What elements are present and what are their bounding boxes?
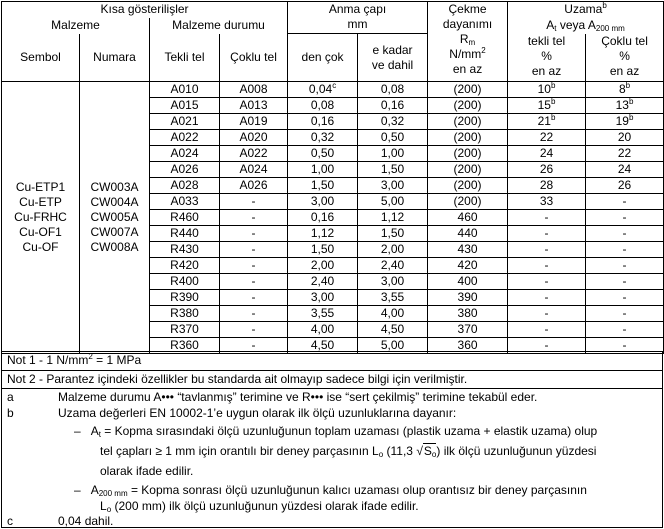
cell-uzama-tekli: - — [508, 226, 586, 242]
header-malzeme-durumu: Malzeme durumu — [150, 18, 288, 34]
header-anma-capi — [288, 2, 428, 34]
cell-cekme: (200) — [428, 194, 508, 210]
cell-coklu-tel: - — [220, 194, 288, 210]
cell-coklu-tel: A020 — [220, 130, 288, 146]
table-row — [2, 82, 664, 98]
header-coklu-tel: Çoklu tel — [220, 34, 288, 82]
cell-coklu-tel: - — [220, 242, 288, 258]
cell-uzama-coklu: - — [586, 258, 664, 274]
cell-coklu-tel: A013 — [220, 98, 288, 114]
cell-e-kadar: 0,16 — [358, 98, 428, 114]
number-text: CW007A — [90, 225, 139, 239]
cell-coklu-tel: - — [220, 338, 288, 354]
cell-den-cok: 1,00 — [288, 162, 358, 178]
cell-tekli-tel: A033 — [150, 194, 220, 210]
symbol-text: Cu-OF — [22, 240, 59, 254]
cell-tekli-tel: A010 — [150, 82, 220, 98]
cell-uzama-coklu: 26 — [586, 178, 664, 194]
header-numara: Numara — [80, 34, 150, 82]
cell-den-cok: 0,50 — [288, 146, 358, 162]
cell-e-kadar: 1,50 — [358, 226, 428, 242]
cell-den-cok: 1,50 — [288, 178, 358, 194]
cell-cekme: 440 — [428, 226, 508, 242]
cell-den-cok: 0,16 — [288, 210, 358, 226]
note-2: Not 2 - Parantez içindeki özellikler bu standarda ait olmayıp sadece bilgi için verilmiştir. — [7, 372, 468, 386]
cell-uzama-tekli: - — [508, 322, 586, 338]
cell-e-kadar: 0,08 — [358, 82, 428, 98]
cell-uzama-tekli: 24 — [508, 146, 586, 162]
cell-e-kadar: 0,32 — [358, 114, 428, 130]
cell-coklu-tel: - — [220, 306, 288, 322]
cell-uzama-tekli: - — [508, 306, 586, 322]
cell-cekme: (200) — [428, 146, 508, 162]
cell-tekli-tel: R420 — [150, 258, 220, 274]
cell-e-kadar: 2,00 — [358, 242, 428, 258]
cell-den-cok: 4,00 — [288, 322, 358, 338]
note-divider — [2, 370, 662, 371]
cell-tekli-tel: R380 — [150, 306, 220, 322]
cell-e-kadar: 2,40 — [358, 258, 428, 274]
cell-e-kadar: 4,00 — [358, 306, 428, 322]
cell-uzama-tekli: 10$^b$ — [508, 82, 586, 98]
cell-cekme: 400 — [428, 274, 508, 290]
footnote-b1-line2: tel çapları ≥ 1 mm için orantılı bir deney parçasının $L_o$ (11,3 $√S_o$) ilk ölçü uzunluğunun yüzdesi — [100, 444, 597, 459]
material-table — [1, 1, 664, 354]
cell-tekli-tel: A028 — [150, 178, 220, 194]
footnote-b2-line1: – $A_{200 mm}$ = Kopma sonrası ölçü uzunluğunun kalıcı uzaması olup orantısız bir deney parçasının — [74, 483, 587, 498]
cell-e-kadar: 1,00 — [358, 146, 428, 162]
cell-coklu-tel: A022 — [220, 146, 288, 162]
cell-uzama-coklu: - — [586, 274, 664, 290]
note-1: Not 1 - 1 $N/mm^2 = 1$ MPa — [7, 352, 142, 367]
cell-tekli-tel: A015 — [150, 98, 220, 114]
symbol-text: Cu-ETP1 — [15, 180, 66, 194]
cell-cekme: 360 — [428, 338, 508, 354]
cell-tekli-tel: R390 — [150, 290, 220, 306]
cell-e-kadar: 3,00 — [358, 178, 428, 194]
cell-tekli-tel: R440 — [150, 226, 220, 242]
note-divider — [2, 388, 662, 389]
cell-den-cok: 0,04$^c$ — [288, 82, 358, 98]
footnote-c-text: 0,04 dahil. — [58, 514, 114, 528]
footnote-b1-line3: olarak ifade edilir. — [100, 464, 194, 478]
nmm-label: $N/mm^2$ — [449, 46, 486, 61]
cell-uzama-coklu: 13$^b$ — [586, 98, 664, 114]
cell-cekme: (200) — [428, 82, 508, 98]
cell-uzama-tekli: - — [508, 274, 586, 290]
cell-den-cok: 2,00 — [288, 258, 358, 274]
cell-den-cok: 3,00 — [288, 194, 358, 210]
cell-uzama-tekli: - — [508, 210, 586, 226]
cell-tekli-tel: R460 — [150, 210, 220, 226]
header-tekli-tel-pct: tekli tel % en az — [508, 34, 586, 82]
cell-uzama-coklu: - — [586, 226, 664, 242]
cell-uzama-tekli: - — [508, 258, 586, 274]
cell-cekme: (200) — [428, 98, 508, 114]
cell-den-cok: 4,50 — [288, 338, 358, 354]
numbers-cell — [80, 82, 150, 354]
header-kisa-gosterilisler: Kısa gösterilişler — [2, 2, 288, 18]
cell-cekme: (200) — [428, 162, 508, 178]
number-text: CW003A — [90, 180, 139, 194]
header-malzeme: Malzeme — [2, 18, 150, 34]
cell-coklu-tel: - — [220, 258, 288, 274]
cell-uzama-tekli: 33 — [508, 194, 586, 210]
cekme-label: Çekme — [448, 2, 487, 16]
cell-uzama-tekli: 15$^b$ — [508, 98, 586, 114]
cell-uzama-coklu: - — [586, 306, 664, 322]
footnote-b-key: b — [7, 406, 14, 420]
cell-coklu-tel: - — [220, 226, 288, 242]
cell-tekli-tel: A021 — [150, 114, 220, 130]
cell-uzama-tekli: 22 — [508, 130, 586, 146]
cell-den-cok: 0,16 — [288, 114, 358, 130]
cell-uzama-tekli: 26 — [508, 162, 586, 178]
cell-den-cok: 0,32 — [288, 130, 358, 146]
cell-e-kadar: 5,00 — [358, 194, 428, 210]
cell-den-cok: 2,40 — [288, 274, 358, 290]
notes-section — [1, 351, 663, 528]
cell-tekli-tel: A026 — [150, 162, 220, 178]
header-uzama: Uzama$^b$ — [508, 2, 664, 18]
cell-den-cok: 1,12 — [288, 226, 358, 242]
cell-e-kadar: 0,50 — [358, 130, 428, 146]
cell-e-kadar: 3,00 — [358, 274, 428, 290]
cell-uzama-coklu: 8$^b$ — [586, 82, 664, 98]
footnote-b2-line2: $L_o$ (200 mm) ilk ölçü uzunluğunun yüzdesi olarak ifade edilir. — [100, 499, 419, 514]
cell-uzama-coklu: 19$^b$ — [586, 114, 664, 130]
cell-cekme: (200) — [428, 130, 508, 146]
cell-uzama-tekli: - — [508, 290, 586, 306]
cell-cekme: 380 — [428, 306, 508, 322]
footnote-c-key: c — [7, 514, 13, 528]
header-sembol: Sembol — [2, 34, 80, 82]
cell-cekme: 460 — [428, 210, 508, 226]
cell-e-kadar: 1,12 — [358, 210, 428, 226]
header-cekme — [428, 2, 508, 82]
cell-e-kadar: 5,00 — [358, 338, 428, 354]
cell-uzama-tekli: 21$^b$ — [508, 114, 586, 130]
cell-coklu-tel: A024 — [220, 162, 288, 178]
cell-cekme: (200) — [428, 114, 508, 130]
cell-cekme: 430 — [428, 242, 508, 258]
cell-coklu-tel: A008 — [220, 82, 288, 98]
header-at-veya: $A_t$ veya $A_{200 mm}$ — [508, 18, 664, 34]
cell-den-cok: 3,55 — [288, 306, 358, 322]
en-az-label: en az — [452, 62, 483, 76]
cell-uzama-coklu: - — [586, 210, 664, 226]
cell-uzama-coklu: - — [586, 322, 664, 338]
dayanimi-label: dayanımı — [442, 17, 493, 31]
cell-uzama-coklu: - — [586, 290, 664, 306]
cell-cekme: (200) — [428, 178, 508, 194]
cell-uzama-coklu: 22 — [586, 146, 664, 162]
cell-coklu-tel: - — [220, 290, 288, 306]
cell-tekli-tel: A024 — [150, 146, 220, 162]
cell-tekli-tel: R370 — [150, 322, 220, 338]
symbol-text: Cu-OF1 — [19, 225, 62, 239]
mm-label: mm — [347, 17, 368, 31]
header-coklu-tel-pct: Çoklu tel % en az — [586, 34, 664, 82]
cell-coklu-tel: - — [220, 210, 288, 226]
cell-uzama-tekli: - — [508, 338, 586, 354]
cell-uzama-tekli: - — [508, 242, 586, 258]
rm-label: $R_m$ — [459, 32, 476, 47]
number-text: CW004A — [90, 195, 139, 209]
cell-e-kadar: 4,50 — [358, 322, 428, 338]
cell-uzama-coklu: 24 — [586, 162, 664, 178]
header-e-kadar: e kadar ve dahil — [358, 34, 428, 82]
cell-coklu-tel: A019 — [220, 114, 288, 130]
cell-den-cok: 0,08 — [288, 98, 358, 114]
symbol-text: Cu-ETP — [19, 195, 62, 209]
cell-cekme: 390 — [428, 290, 508, 306]
cell-e-kadar: 1,50 — [358, 162, 428, 178]
cell-tekli-tel: R360 — [150, 338, 220, 354]
footnote-b1-line1: – $A_t$ = Kopma sırasındaki ölçü uzunluğunun toplam uzaması (plastik uzama + elastik uzama) olup — [74, 424, 598, 439]
number-text: CW008A — [90, 240, 139, 254]
cell-coklu-tel: A026 — [220, 178, 288, 194]
number-text: CW005A — [90, 210, 139, 224]
cell-tekli-tel: R430 — [150, 242, 220, 258]
anma-capi-label: Anma çapı — [328, 2, 387, 16]
footnote-b-text: Uzama değerleri EN 10002-1’e uygun olarak ilk ölçü uzunluklarına dayanır: — [58, 406, 457, 420]
footnote-a-text: Malzeme durumu A••• “tavlanmış” terimine ve R••• ise “sert çekilmiş” terimine tekabül eder. — [58, 390, 538, 404]
cell-den-cok: 3,00 — [288, 290, 358, 306]
cell-uzama-coklu: - — [586, 242, 664, 258]
cell-coklu-tel: - — [220, 274, 288, 290]
cell-uzama-coklu: - — [586, 338, 664, 354]
header-tekli-tel: Tekli tel — [150, 34, 220, 82]
cell-coklu-tel: - — [220, 322, 288, 338]
cell-uzama-coklu: - — [586, 194, 664, 210]
cell-cekme: 420 — [428, 258, 508, 274]
symbol-text: Cu-FRHC — [14, 210, 67, 224]
header-den-cok: den çok — [288, 34, 358, 82]
cell-cekme: 370 — [428, 322, 508, 338]
cell-uzama-coklu: 20 — [586, 130, 664, 146]
cell-tekli-tel: R400 — [150, 274, 220, 290]
cell-uzama-tekli: 28 — [508, 178, 586, 194]
cell-tekli-tel: A022 — [150, 130, 220, 146]
cell-den-cok: 1,50 — [288, 242, 358, 258]
symbols-cell — [2, 82, 80, 354]
cell-e-kadar: 3,55 — [358, 290, 428, 306]
footnote-a-key: a — [7, 390, 14, 404]
